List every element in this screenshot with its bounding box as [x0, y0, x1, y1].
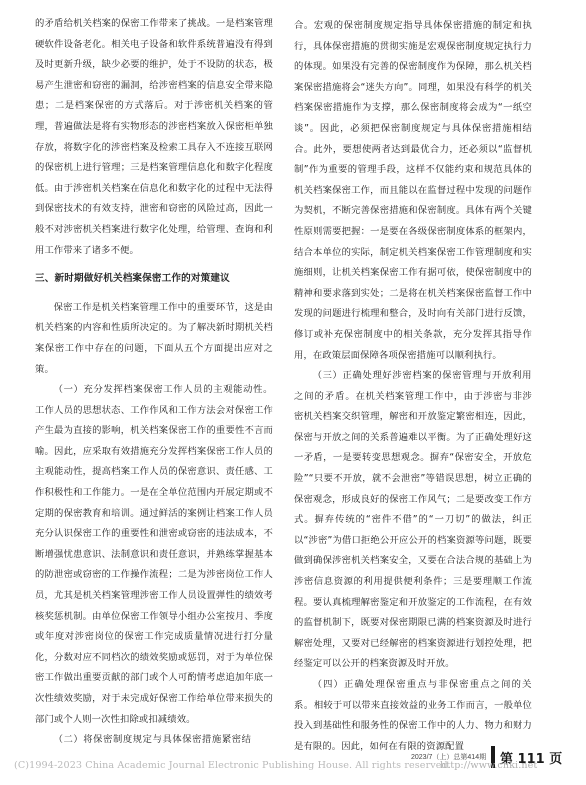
issue-info: 2023/7（上）总第414期: [411, 754, 487, 761]
subsection-4-title: （四）正确处理保密重点与非保密重点之间的关系。: [294, 679, 532, 711]
subsection-3: [294, 366, 532, 675]
page-number: 第 111 页: [500, 752, 563, 767]
subsection-3-body: 在机关档案管理工作中，由于涉密与非涉密机关档案交织管理，解密和开放鉴定繁密相连，因此，保密与开放之间的关系普遍难以平衡。为了正确处理好这一矛盾，一是要转变思想观念。摒弃“保密安全，开放危险”“只要不开放，就不会泄密”等错误思想，树立正确的保密观念，形成良好的保密工作风气；二是要改变工作方式。摒弃传统的“密件不借”的“一刀切”的做法，纠正以“涉密”为借口拒绝公开应公开的档案资源等问题，既要做到确保涉密机关档案安全，又要在合法合规的基础上为涉密信息资源的利用提供便利条件；三是要理顺工作流程。要认真梳理解密鉴定和开放鉴定的工作流程，在有效的监督机制下，既要对保密期限已满的档案资源及时进行解密处理，又要对已经解密的档案资源进行划控处理，把经鉴定可以公开的档案资源及时开放。: [294, 390, 532, 670]
subsection-2-title: （二）将保密制度规定与具体保密措施紧密结: [53, 734, 252, 746]
right-column: [294, 16, 532, 757]
subsection-4-body: 相较于可以带来直接效益的业务工作而言，一般单位投入到基础性和服务性的保密工作中的人力、物力和财力是有限的。因此，如何在有限的资源配置: [294, 699, 532, 752]
section-heading: 三、新时期做好机关档案保密工作的对策建议: [35, 273, 230, 285]
subsection-1: [35, 380, 273, 730]
cnki-url[interactable]: http://www.cnki.net: [440, 760, 538, 771]
right-paragraph-1: 合。宏观的保密制度规定指导具体保密措施的制定和执行，具体保密措施的贯彻实施是宏观保密制度规定执行力的体现。如果没有完善的保密制度作为保障，那么机关档案保密措施将会“迷失方向”。同理，如果没有科学的机关档案保密措施作为支撑，那么保密制度将会成为“一纸空谈”。因此，必须把保密制度规定与具体保密措施相结合。此外，要想使两者达到最优合力，还必须以“监督机制”作为重要的管理手段，这样不仅能约束和规范具体的机关档案保密工作，而且能以在监督过程中发现的问题作为契机，不断完善保密措施和保密制度。具体有两个关键性原则需要把握：一是要在各级保密制度体系的框架内，结合本单位的实际，制定机关档案保密工作管理制度和实施细则，让机关档案保密工作有据可依，使保密制度中的精神和要求落到实处；二是将在机关档案保密监督工作中发现的问题进行梳理和整合，及时向有关部门进行反馈，修订或补充保密制度中的相关条款，充分发挥其指导作用，在政策层面保障各项保密措施可以顺利执行。: [294, 20, 532, 361]
subsection-4: [294, 675, 532, 757]
copyright-text: (C)1994-2023 China Academic Journal Electronic Publishing House. All rights reserved.: [14, 760, 451, 771]
left-paragraph-1: 的矛盾给机关档案的保密工作带来了挑战。一是档案管理硬软件设备老化。相关电子设备和软件系统普遍没有得到及时更新升级，缺少必要的维护，处于不设防的状态，极易产生泄密和窃密的漏洞，给涉密档案的信息安全带来隐患；二是档案保密的方式落后。对于涉密机关档案的管理，普遍做法是将有实物形态的涉密档案放入保密柜单独存放，将数字化的涉密档案及检索工具存入不连接互联网的保密机上进行管理；三是档案管理信息化和数字化程度低。由于涉密机关档案在信息化和数字化的过程中无法得到保密技术的有效支持，泄密和窃密的风险过高，因此一般不对涉密机关档案进行数字化处理，给管理、查询和利用工作带来了诸多不便。: [35, 18, 273, 256]
subsection-3-title: （三）正确处理好涉密档案的保密管理与开放利用之间的矛盾。: [294, 370, 532, 402]
subsection-1-body: 工作人员的思想状态、工作作风和工作方法会对保密工作产生最为直接的影响，机关档案保密工作的重要性不言而喻。因此，应采取有效措施充分发挥档案保密工作人员的主观能动性，提高档案工作人员的保密意识、责任感、工作积极性和工作能力。一是在全单位范围内开展定期或不定期的保密教育和培训。通过鲜活的案例让档案工作人员充分认识保密工作的重要性和泄密或窃密的违法成本，不断增强忧患意识、法制意识和责任意识，并熟练掌握基本的防泄密或窃密的工作操作流程；二是为涉密岗位工作人员，尤其是机关档案管理涉密工作人员设置弹性的绩效考核奖惩机制。由单位保密工作领导小组办公室按月、季度或年度对涉密岗位的保密工作完成质量情况进行打分量化，分数对应不同档次的绩效奖励或惩罚，对于为单位保密工作做出重要贡献的部门或个人可酌情考虑追加年底一次性绩效奖励，对于未完成好保密工作给单位带来损失的部门或个人则一次性扣除或扣减绩效。: [35, 404, 273, 725]
subsection-1-title: （一）充分发挥档案保密工作人员的主观能动性。: [53, 384, 273, 396]
left-column: [35, 14, 273, 751]
left-paragraph-2: 保密工作是机关档案管理工作中的重要环节，这是由机关档案的内容和性质所决定的。为了解决新时期机关档案保密工作中存在的问题，下面从五个方面提出应对之策。: [35, 301, 273, 375]
